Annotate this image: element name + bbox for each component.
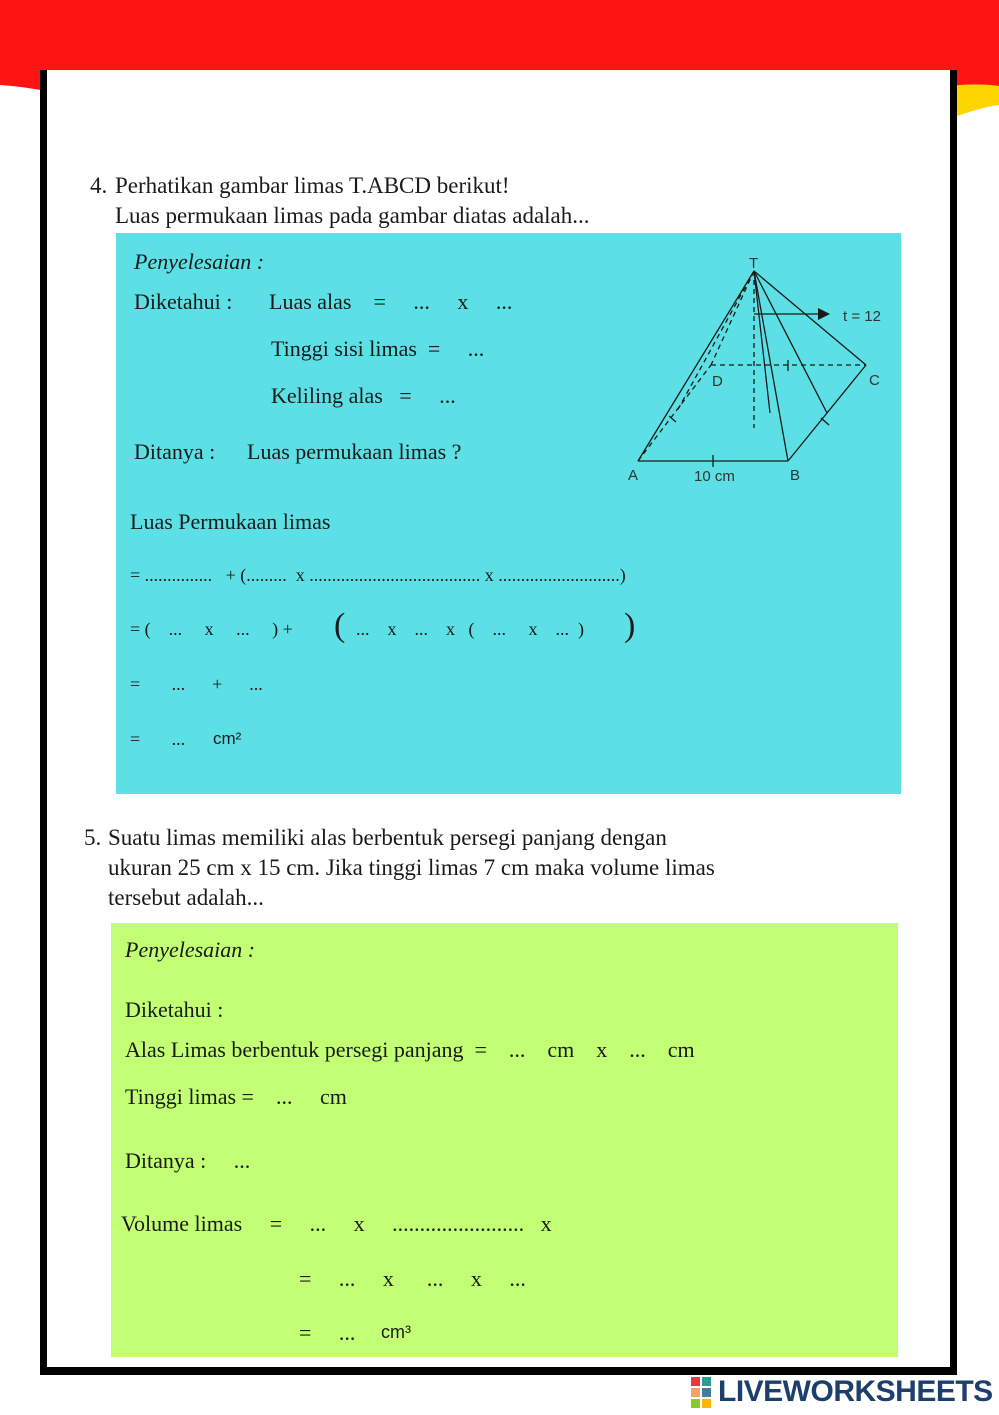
label-base: 10 cm xyxy=(694,468,735,485)
q4-question-line2: Luas permukaan limas pada gambar diatas adalah... xyxy=(115,203,590,228)
tick-BC xyxy=(821,418,829,425)
label-C: C xyxy=(869,372,880,389)
q4-base-area[interactable]: Luas alas = ... x ... xyxy=(269,289,513,314)
q4-base-perimeter[interactable]: Keliling alas = ... xyxy=(271,383,456,408)
q4-slant-height[interactable]: Tinggi sisi limas = ... xyxy=(271,336,485,361)
slant-TN xyxy=(754,271,827,413)
q4-question-line1: Perhatikan gambar limas T.ABCD berikut! xyxy=(115,173,510,198)
q5-known-label: Diketahui : xyxy=(125,997,224,1022)
q4-step2a[interactable]: = ( ... x ... ) + xyxy=(130,619,293,639)
q4-step2-close-paren: ) xyxy=(624,607,636,644)
q4-asked-label: Ditanya : xyxy=(134,439,216,464)
q4-asked: Luas permukaan limas ? xyxy=(247,439,462,464)
logo-blocks-icon xyxy=(690,1376,714,1409)
arrow-head xyxy=(818,308,830,320)
q5-question-line2: ukuran 25 cm x 15 cm. Jika tinggi limas 7 cm maka volume limas xyxy=(108,855,715,880)
q5-volume-unit: cm³ xyxy=(381,1322,411,1342)
edge-TD xyxy=(711,271,754,365)
slant-TP xyxy=(676,271,754,413)
label-A: A xyxy=(628,467,639,484)
edge-TB xyxy=(754,271,788,461)
label-B: B xyxy=(790,467,801,484)
q4-solution-label: Penyelesaian : xyxy=(134,249,265,274)
q5-question-line1: Suatu limas memiliki alas berbentuk persegi panjang dengan xyxy=(108,825,667,850)
pyramid-figure xyxy=(616,248,901,498)
q5-solution-label: Penyelesaian : xyxy=(125,937,256,962)
q4-known-label: Diketahui : xyxy=(134,289,233,314)
liveworksheets-logo xyxy=(690,1374,993,1410)
label-D: D xyxy=(712,373,723,390)
q4-step1[interactable]: = ............... + (......... x ...................................... x ...........................) xyxy=(130,565,626,585)
q5-number: 5. xyxy=(84,825,102,850)
q4-solution-box xyxy=(116,233,901,794)
q4-step3[interactable]: = ... + ... xyxy=(130,674,263,694)
edge-AD xyxy=(638,365,711,461)
edge-TA xyxy=(638,271,754,461)
q5-volume-step3[interactable]: = ... xyxy=(299,1320,356,1345)
q5-volume-step2[interactable]: = ... x ... x ... xyxy=(299,1266,526,1291)
q4-step2b[interactable]: ... x ... x ( ... x ... ) xyxy=(356,619,584,639)
q5-height[interactable]: Tinggi limas = ... cm xyxy=(125,1084,347,1109)
q4-step4-unit: cm² xyxy=(213,729,242,748)
label-T: T xyxy=(749,255,759,272)
q4-step4[interactable]: = ... xyxy=(130,729,186,749)
tick-AD xyxy=(669,416,676,422)
q5-volume-step1[interactable]: Volume limas = ... x ........................ x xyxy=(121,1211,552,1236)
logo-text: LIVEWORKSHEETS xyxy=(718,1375,993,1408)
q5-solution-box xyxy=(111,923,898,1357)
q4-step2-open-paren: ( xyxy=(334,607,346,644)
q5-question-line3: tersebut adalah... xyxy=(108,885,264,910)
label-height: t = 12 xyxy=(843,308,881,325)
slant-TM xyxy=(754,271,770,413)
q4-number: 4. xyxy=(90,173,108,198)
q4-result-label: Luas Permukaan limas xyxy=(130,509,331,534)
q5-base[interactable]: Alas Limas berbentuk persegi panjang = ... cm x ... cm xyxy=(125,1037,695,1062)
q5-asked[interactable]: Ditanya : ... xyxy=(125,1148,251,1173)
